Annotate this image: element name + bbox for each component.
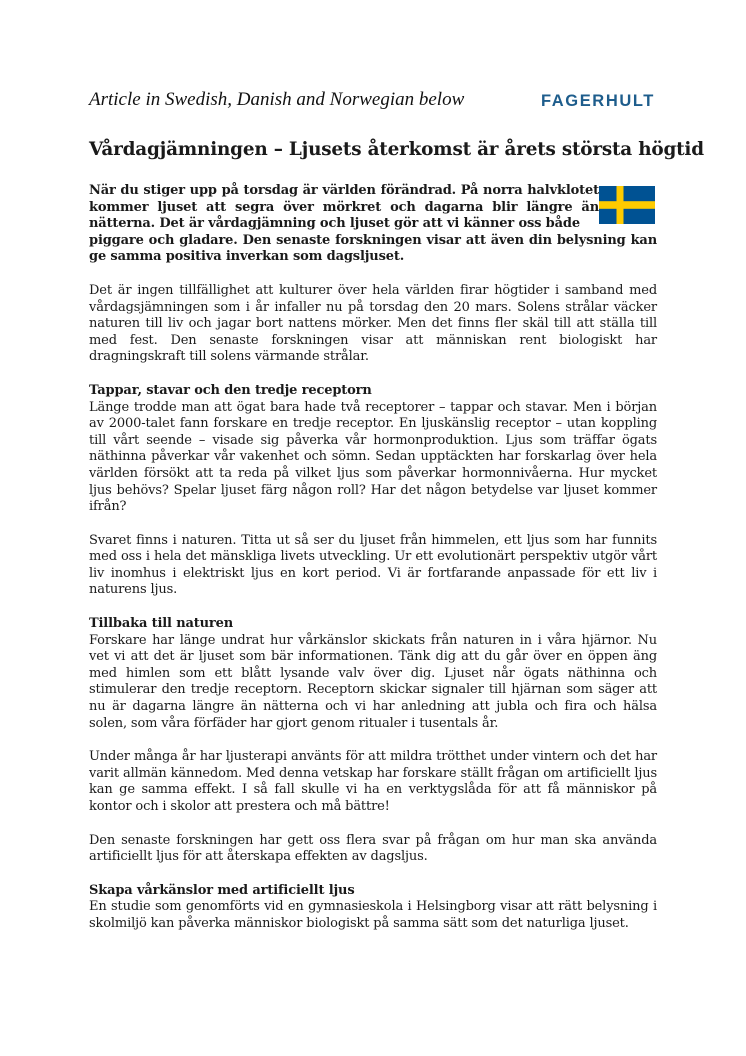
language-note: Article in Swedish, Danish and Norwegian below [89, 89, 465, 110]
section-heading-receptors: Tappar, stavar och den tredje receptorn [89, 382, 372, 398]
page-header [89, 89, 657, 119]
paragraph-1: Det är ingen tillfällighet att kulturer över hela världen firar högtider i samband med vårdagsjämningen som i år infaller nu på torsdag den 20 mars. Solens strålar väcker naturen till liv och jagar bort nattens mörker. Men det finns fler skäl till att ställa till med fest. Den senaste forskningen visar att människan rent biologiskt har dragningskraft till solens värmande strålar. [89, 282, 657, 365]
paragraph-2: Länge trodde man att ögat bara hade två receptorer – tappar och stavar. Men i början av 2000-talet fann forskare en tredje receptor. En ljuskänslig receptor – utan koppling till vårt seende – visade sig påverka vår hormonproduktion. Ljus som träffar ögats näthinna påverkar vår vakenhet och sömn. Sedan upptäckten har forskarlag över hela världen försökt att ta reda på vilket ljus som påverkar hormonnivåerna. Hur mycket ljus behövs? Spelar ljuset färg någon roll? Har det någon betydelse var ljuset kommer ifrån? [89, 399, 657, 515]
article-title: Vårdagjämningen – Ljusets återkomst är årets största högtid [89, 139, 704, 160]
paragraph-3: Svaret finns i naturen. Titta ut så ser du ljuset från himmelen, ett ljus som har funnits med oss i hela det mänskliga livets utveckling. Ur ett evolutionärt perspektiv utgör vårt liv inomhus i elektriskt ljus en kort period. Vi är fortfarande anpassade för ett liv i naturens ljus. [89, 532, 657, 598]
section-heading-nature: Tillbaka till naturen [89, 616, 234, 632]
lead-paragraph: När du stiger upp på torsdag är världen förändrad. På norra halvklotet kommer ljuset att segra över mörkret och dagarna blir längre än nätterna. Det är vårdagjämning och ljuset gör att vi känner oss både [89, 183, 599, 232]
paragraph-4: Forskare har länge undrat hur vårkänslor skickats från naturen in i våra hjärnor. Nu vet vi att det är ljuset som bär informationen. Tänk dig att du går över en öppen äng med himlen som ett blått lysande valv över dig. Ljuset når ögats näthinna och stimulerar den tredje receptorn. Receptorn skickar signaler till hjärnan som säger att nu är dagarna längre än nätterna och vi har anledning att jubla och fira och hälsa solen, som våra förfäder har gjort genom ritualer i tusentals år. [89, 632, 657, 731]
paragraph-7: En studie som genomförts vid en gymnasieskola i Helsingborg visar att rätt belysning i skolmiljö kan påverka människor biologiskt på samma sätt som det naturliga ljuset. [89, 899, 657, 931]
paragraph-6: Den senaste forskningen har gett oss flera svar på frågan om hur man ska använda artificiellt ljus för att återskapa effekten av dagsljus. [89, 832, 657, 865]
paragraph-5: Under många år har ljusterapi använts för att mildra trötthet under vintern och det har varit allmän kännedom. Med denna vetskap har forskare ställt frågan om artificiellt ljus kan ge samma effekt. I så fall skulle vi ha en verktygslåda för att få människor på kontor och i skolor att prestera och må bättre! [89, 749, 657, 814]
fagerhult-logo: FAGERHULT [540, 92, 655, 110]
lead-paragraph-continued: piggare och gladare. Den senaste forskningen visar att även din belysning kan ge samma positiva inverkan som dagsljuset. [89, 232, 657, 265]
article-body [89, 183, 657, 933]
section-heading-artificial-light: Skapa vårkänslor med artificiellt ljus [89, 882, 355, 898]
